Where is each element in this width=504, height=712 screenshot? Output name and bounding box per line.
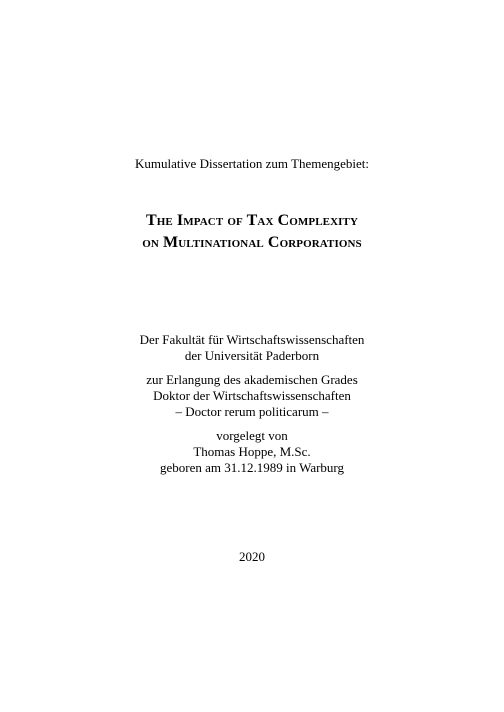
author-name-line: Thomas Hoppe, M.Sc.: [193, 444, 311, 459]
degree-latin-line: – Doctor rerum politicarum –: [175, 404, 329, 419]
author-birth-line: geboren am 31.12.1989 in Warburg: [159, 460, 345, 475]
degree-purpose-line: zur Erlangung des akademischen Grades: [146, 372, 358, 387]
faculty-line: Der Fakultät für Wirtschaftswissenschaften: [139, 332, 365, 347]
document-subtitle: Kumulative Dissertation zum Themengebiet:: [134, 156, 370, 171]
submitted-by-line: vorgelegt von: [216, 428, 288, 443]
publication-year: 2020: [239, 549, 265, 564]
university-line: der Universität Paderborn: [184, 348, 320, 363]
document-title-line-1: The Impact of Tax Complexity: [145, 212, 359, 229]
degree-name-line: Doktor der Wirtschaftswissenschaften: [153, 388, 351, 403]
document-title-line-2: on Multinational Corporations: [142, 234, 362, 251]
